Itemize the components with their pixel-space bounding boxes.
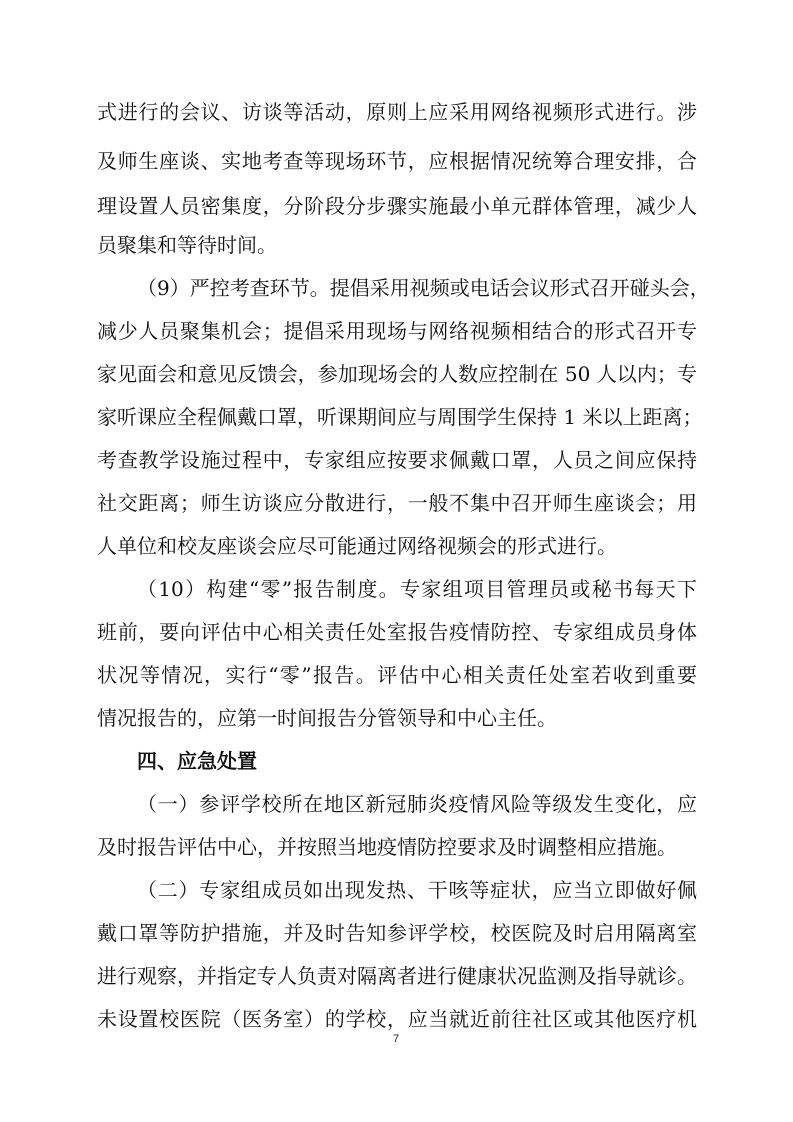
body-text-line: 未设置校医院（医务室）的学校，应当就近前往社区或其他医疗机 — [97, 1007, 697, 1031]
body-text-line: 人单位和校友座谈会应尽可能通过网络视频会的形式进行。 — [97, 534, 617, 558]
page-number: 7 — [392, 1033, 400, 1045]
body-text-line: 戴口罩等防护措施，并及时告知参评学校，校医院及时启用隔离室 — [97, 921, 697, 945]
body-text-line: 班前，要向评估中心相关责任处室报告疫情防控、专家组成员身体 — [97, 620, 697, 644]
body-text-line: 进行观察，并指定专人负责对隔离者进行健康状况监测及指导就诊。 — [97, 964, 697, 988]
body-text-line: 减少人员聚集机会；提倡采用现场与网络视频相结合的形式召开专 — [97, 319, 697, 343]
body-text-line: 情况报告的，应第一时间报告分管领导和中心主任。 — [97, 706, 557, 730]
body-text-line: 家听课应全程佩戴口罩，听课期间应与周围学生保持 1 米以上距离； — [97, 405, 703, 429]
paragraph-9-first-line: （9）严控考查环节。提倡采用视频或电话会议形式召开碰头会， — [137, 276, 710, 300]
body-text-line: 及时报告评估中心，并按照当地疫情防控要求及时调整相应措施。 — [97, 835, 677, 859]
body-text-line: 社交距离；师生访谈应分散进行，一般不集中召开师生座谈会；用 — [97, 491, 697, 515]
body-text-line: 员聚集和等待时间。 — [97, 233, 277, 257]
body-text-line: 式进行的会议、访谈等活动，原则上应采用网络视频形式进行。涉 — [97, 100, 697, 124]
paragraph-1-first-line: （一）参评学校所在地区新冠肺炎疫情风险等级发生变化，应 — [137, 792, 697, 816]
paragraph-10-first-line: （10）构建“零”报告制度。专家组项目管理员或秘书每天下 — [137, 577, 697, 601]
body-text-line: 理设置人员密集度，分阶段分步骤实施最小单元群体管理，减少人 — [97, 194, 697, 218]
body-text-line: 及师生座谈、实地考查等现场环节，应根据情况统筹合理安排，合 — [97, 149, 697, 173]
paragraph-2-first-line: （二）专家组成员如出现发热、干咳等症状，应当立即做好佩 — [137, 878, 697, 902]
body-text-line: 考查教学设施过程中，专家组应按要求佩戴口罩，人员之间应保持 — [97, 448, 697, 472]
section-heading-emergency: 四、应急处置 — [137, 749, 257, 773]
body-text-line: 家见面会和意见反馈会，参加现场会的人数应控制在 50 人以内；专 — [97, 362, 697, 386]
body-text-line: 状况等情况，实行“零”报告。评估中心相关责任处室若收到重要 — [97, 663, 697, 687]
